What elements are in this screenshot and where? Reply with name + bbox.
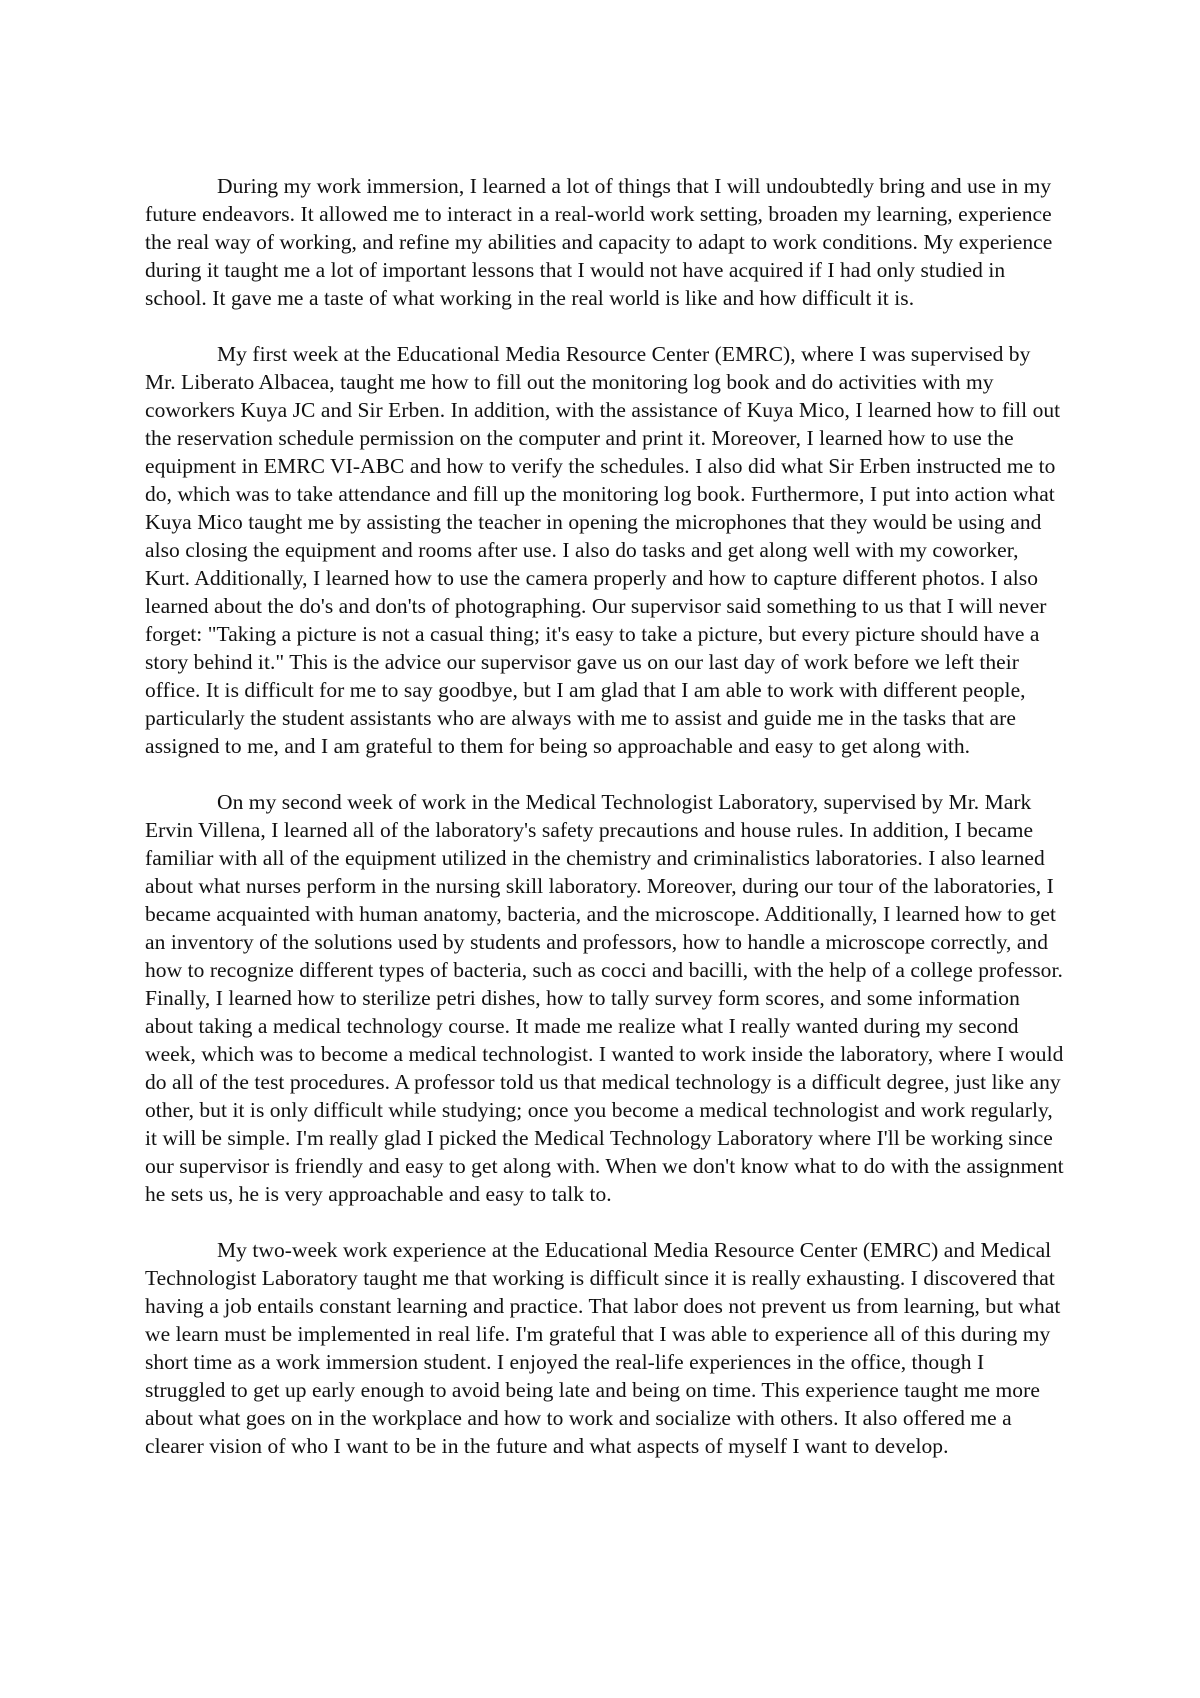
paragraph-first-week: My first week at the Educational Media Resource Center (EMRC), where I was supervised by Mr. Liberato Albacea, taught me how to fill out the monitoring log book and do activities with my coworkers Kuya JC and Sir Erben. In addition, with the assistance of Kuya Mico, I learned how to fill out the reservation schedule permission on the computer and print it. Moreover, I learned how to use the equipment in EMRC VI-ABC and how to verify the schedules. I also did what Sir Erben instructed me to do, which was to take attendance and fill up the monitoring log book. Furthermore, I put into action what Kuya Mico taught me by assisting the teacher in opening the microphones that they would be using and also closing the equipment and rooms after use. I also do tasks and get along well with my coworker, Kurt. Additionally, I learned how to use the camera properly and how to capture different photos. I also learned about the do's and don'ts of photographing. Our supervisor said something to us that I will never forget: "Taking a picture is not a casual thing; it's easy to take a picture, but every picture should have a story behind it." This is the advice our supervisor gave us on our last day of work before we left their office. It is difficult for me to say goodbye, but I am glad that I am able to work with different people, particularly the student assistants who are always with me to assist and guide me in the tasks that are assigned to me, and I am grateful to them for being so approachable and easy to get along with. [145, 342, 1061, 758]
document-body [145, 172, 1065, 1460]
paragraph-conclusion: My two-week work experience at the Educational Media Resource Center (EMRC) and Medical Technologist Laboratory taught me that working is difficult since it is really exhausting. I discovered that having a job entails constant learning and practice. That labor does not prevent us from learning, but what we learn must be implemented in real life. I'm grateful that I was able to experience all of this during my short time as a work immersion student. I enjoyed the real-life experiences in the office, though I struggled to get up early enough to avoid being late and being on time. This experience taught me more about what goes on in the workplace and how to work and socialize with others. It also offered me a clearer vision of who I want to be in the future and what aspects of myself I want to develop. [145, 1238, 1061, 1458]
paragraph-second-week: On my second week of work in the Medical Technologist Laboratory, supervised by Mr. Mark Ervin Villena, I learned all of the laboratory's safety precautions and house rules. In addition, I became familiar with all of the equipment utilized in the chemistry and criminalistics laboratories. I also learned about what nurses perform in the nursing skill laboratory. Moreover, during our tour of the laboratories, I became acquainted with human anatomy, bacteria, and the microscope. Additionally, I learned how to get an inventory of the solutions used by students and professors, how to handle a microscope correctly, and how to recognize different types of bacteria, such as cocci and bacilli, with the help of a college professor. Finally, I learned how to sterilize petri dishes, how to tally survey form scores, and some information about taking a medical technology course. It made me realize what I really wanted during my second week, which was to become a medical technologist. I wanted to work inside the laboratory, where I would do all of the test procedures. A professor told us that medical technology is a difficult degree, just like any other, but it is only difficult while studying; once you become a medical technologist and work regularly, it will be simple. I'm really glad I picked the Medical Technology Laboratory where I'll be working since our supervisor is friendly and easy to get along with. When we don't know what to do with the assignment he sets us, he is very approachable and easy to talk to. [145, 790, 1064, 1206]
paragraph-introduction: During my work immersion, I learned a lot of things that I will undoubtedly bring and use in my future endeavors. It allowed me to interact in a real-world work setting, broaden my learning, experience the real way of working, and refine my abilities and capacity to adapt to work conditions. My experience during it taught me a lot of important lessons that I would not have acquired if I had only studied in school. It gave me a taste of what working in the real world is like and how difficult it is. [145, 174, 1053, 310]
